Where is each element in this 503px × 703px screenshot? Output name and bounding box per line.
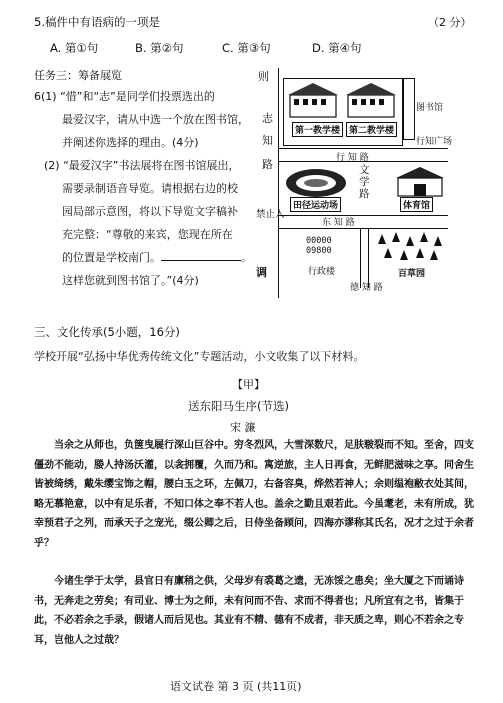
map-admin-row: 00000	[306, 236, 332, 246]
q5-title: 5.稿件中有语病的一项是	[34, 15, 160, 29]
q6-2-line-text: 的位置是学校南门。	[62, 251, 161, 264]
campus-map	[250, 68, 480, 298]
map-road-line	[278, 161, 448, 162]
map-road-char: 路	[359, 188, 370, 200]
map-road-char: 文	[359, 164, 370, 176]
map-sports-label: 田径运动场	[290, 197, 341, 212]
q5-option-a: A. 第①句	[50, 41, 99, 55]
work-title: 送东阳马生序(节选)	[188, 399, 289, 413]
map-road-line	[368, 228, 369, 288]
map-road-line	[360, 228, 361, 288]
map-road-side: 调	[256, 266, 267, 279]
map-road-line	[278, 148, 448, 149]
map-garden-block	[370, 230, 448, 270]
section3-title: 三、文化传承(5小题，16分)	[34, 325, 180, 339]
map-road-char: 志	[262, 112, 273, 125]
map-building2-label: 第二教学楼	[346, 122, 397, 137]
q6-2-line-tail: 。	[241, 251, 252, 264]
q6-1-line: 6(1) “惜”和“志”是同学们投票选出的	[34, 90, 215, 103]
q5-option-b: B. 第②句	[135, 41, 184, 55]
passage-paragraph-1: 当余之从师也，负箧曳屣行深山巨谷中。穷冬烈风，大雪深数尺，足肤皲裂而不知。至舍，四支僵劲不能动，媵人持汤沃灌，以衾拥覆，久而乃和。寓逆旅，主人日再食，无鲜肥滋味之享。同舍生皆被绮绣，戴朱缨宝饰之帽，腰白玉之环，左佩刀，右备容臭，烨然若神人；余则缊袍敝衣处其间，略无慕艳意，以中有足乐者，不知口体之奉不若人也。盖余之勤且艰若此。今虽耄老，未有所成，犹幸预君子之列，而承天子之宠光，缀公卿之后，日侍坐备顾问，四海亦谬称其氏名，况才之过于余者乎？	[34, 440, 474, 549]
q6-2-line: 园局部示意图，将以下导览文字稿补	[62, 205, 238, 218]
garden-icon	[370, 230, 448, 270]
map-road-line	[278, 215, 448, 216]
map-no-entry: 禁止入	[256, 209, 285, 220]
map-road-south-label: 德 知 路	[350, 283, 383, 293]
q6-2-line: 需要录制语音导览。请根据右边的校	[62, 182, 238, 195]
page-footer: 语文试卷 第 3 页 (共11页)	[170, 680, 302, 693]
map-road-wen	[359, 164, 370, 200]
map-garden-label: 百草园	[398, 269, 426, 279]
map-building1-label: 第一教学楼	[292, 122, 343, 137]
q6-2-answer-blank[interactable]	[161, 250, 241, 261]
q5-score: （2 分）	[428, 16, 472, 29]
map-library-label: 图书馆	[416, 103, 444, 113]
material-jia-label: 【甲】	[232, 378, 265, 391]
map-gym-label: 体育馆	[400, 197, 433, 212]
q5-option-c: C. 第③句	[222, 41, 271, 55]
map-library-block	[403, 78, 415, 140]
task3-title: 任务三：筹备展览	[34, 69, 122, 82]
map-road-line	[278, 228, 448, 229]
map-road-char: 知	[262, 134, 273, 147]
map-admin-grid	[306, 236, 332, 256]
map-road-char: 则	[258, 70, 269, 83]
q6-2-line: (2) “最爱汉字”书法展将在图书馆展出，	[44, 159, 240, 172]
q6-2-line-5	[62, 249, 252, 265]
map-admin-label: 行政楼	[308, 267, 336, 277]
map-road-north-label: 行 知 路	[336, 153, 369, 163]
q6-1-line: 并阐述你选择的理由。(4分)	[62, 136, 199, 149]
map-road-line	[278, 68, 279, 298]
q6-1-line: 最爱汉字，请从中选一个放在图书馆，	[62, 113, 249, 126]
map-admin-row: 09800	[306, 246, 332, 256]
map-road-char: 学	[359, 176, 370, 188]
map-plaza-label: 行知广场	[416, 137, 453, 147]
q6-2-line: 充完整：“尊敬的来宾，您现在所在	[62, 228, 233, 241]
map-road-char: 路	[262, 158, 273, 171]
work-author: 宋 濂	[230, 421, 256, 434]
q6-2-line: 这样您就到图书馆了。”(4分)	[62, 274, 199, 287]
q5-option-d: D. 第④句	[312, 41, 362, 55]
passage-paragraph-2: 今诸生学于太学，县官日有廪稍之供，父母岁有裘葛之遗，无冻馁之患矣；坐大厦之下而诵诗书，无奔走之劳矣；有司业、博士为之师，未有问而不告、求而不得者也；凡所宜有之书，皆集于此，不必若余之手录，假诸人而后见也。其业有不精、德有不成者，非天质之卑，则心不若余之专耳，岂他人之过哉？	[34, 576, 464, 646]
section3-intro: 学校开展“弘扬中华优秀传统文化”专题活动，小文收集了以下材料。	[34, 350, 365, 363]
map-road-mid-label: 东 知 路	[322, 218, 355, 228]
